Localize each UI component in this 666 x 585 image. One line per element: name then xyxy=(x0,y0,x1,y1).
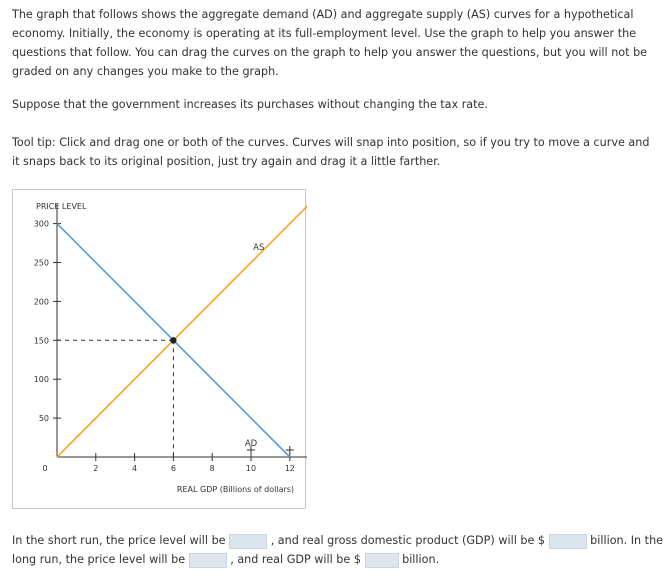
x-tick-label-12: 12 xyxy=(284,464,295,473)
answer-line-long-run xyxy=(12,550,664,569)
x-tick-label-8: 8 xyxy=(209,464,215,473)
equilibrium-point xyxy=(170,337,176,343)
as-curve-label: AS xyxy=(253,242,265,253)
y-tick-label-300: 300 xyxy=(33,219,49,229)
x-tick-label-10: 10 xyxy=(245,464,257,473)
long-run-gdp-suffix: billion. xyxy=(402,553,440,566)
short-run-gdp-suffix: billion. In the xyxy=(590,534,664,547)
origin-label: 0 xyxy=(42,464,48,473)
x-axis-title: REAL GDP (Billions of dollars) xyxy=(176,485,295,494)
short-run-gdp-prompt: , and real gross domestic product (GDP) will be $ xyxy=(270,534,546,547)
x-tick-label-6: 6 xyxy=(170,464,176,473)
ad-curve-label: AD xyxy=(244,438,258,449)
ad-as-graph xyxy=(13,190,307,510)
y-tick-label-150: 150 xyxy=(33,336,49,346)
long-run-price-prompt: long run, the price level will be xyxy=(12,553,186,566)
y-tick-label-200: 200 xyxy=(33,297,49,307)
short-run-price-prompt: In the short run, the price level will be xyxy=(12,534,226,547)
x-tick-label-2: 2 xyxy=(93,464,99,473)
long-run-price-level-input[interactable] xyxy=(189,553,227,568)
short-run-gdp-input[interactable] xyxy=(549,534,587,549)
graph-panel xyxy=(12,189,306,509)
short-run-price-level-input[interactable] xyxy=(229,534,267,549)
tooltip-text: Tool tip: Click and drag one or both of the curves. Curves will snap into position, so if you try to move a curve and it snaps back to its original position, just try again and drag it a little farther. xyxy=(12,136,650,168)
long-run-gdp-input[interactable] xyxy=(365,553,399,568)
long-run-gdp-prompt: , and real GDP will be $ xyxy=(230,553,361,566)
x-tick-label-4: 4 xyxy=(132,464,138,473)
y-tick-label-50: 50 xyxy=(38,414,49,424)
y-axis-title: PRICE LEVEL xyxy=(36,202,87,211)
intro-paragraph: The graph that follows shows the aggregate demand (AD) and aggregate supply (AS) curves for a hypothetical economy. Initially, the economy is operating at its full-employment level. Use the graph to help you answer the questions that follow. You can drag the curves on the graph to help you answer the questions, but you will not be graded on any changes you make to the graph. xyxy=(12,8,648,78)
answer-section xyxy=(12,531,664,569)
y-tick-label-250: 250 xyxy=(33,258,49,268)
y-tick-label-100: 100 xyxy=(33,375,49,385)
as-curve[interactable] xyxy=(57,204,307,457)
curves xyxy=(57,204,307,457)
scenario-text: Suppose that the government increases its purchases without changing the tax rate. xyxy=(12,98,488,111)
answer-line-short-run xyxy=(12,531,664,550)
